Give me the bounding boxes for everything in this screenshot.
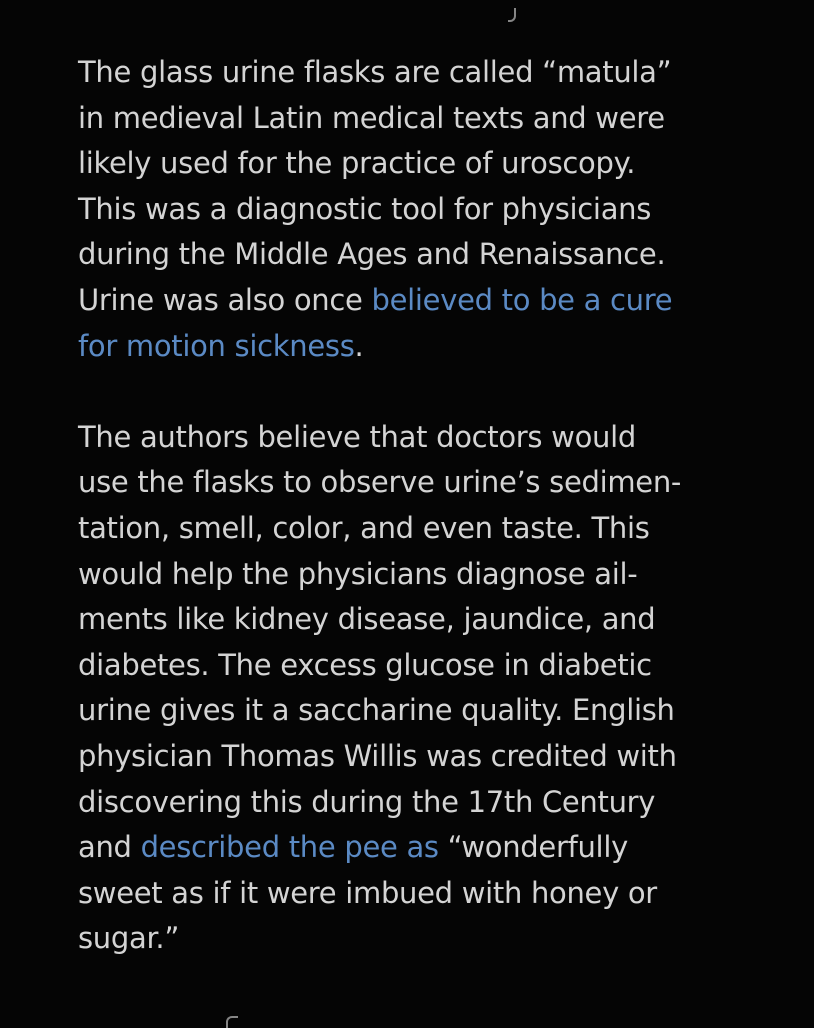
text-line: in medieval Latin medical texts and were [78,100,665,135]
text-line [78,324,738,370]
text-segment: “wonderfully [438,830,628,865]
text-line: tation, smell, color, and even taste. This [78,510,650,545]
text-line: likely used for the practice of uroscopy. [78,146,636,181]
text-segment: and [78,830,141,865]
clipped-text-fragment-bottom [226,1016,238,1028]
text-line: The authors believe that doctors would [78,419,636,454]
text-segment: Urine was also once [78,282,372,317]
link-motion-sickness-cure-continued[interactable]: for motion sickness [78,328,355,363]
paragraph-uroscopy [78,50,738,369]
text-line: during the Middle Ages and Renaissance. [78,237,666,272]
text-line: urine gives it a saccharine quality. English [78,693,675,728]
link-described-the-pee[interactable]: described the pee as [140,830,439,865]
link-motion-sickness-cure[interactable]: believed to be a cure [371,282,673,317]
text-line [78,278,738,324]
text-segment: . [354,328,364,363]
text-line: would help the physicians diagnose ail- [78,556,638,591]
text-line: diabetes. The excess glucose in diabetic [78,647,652,682]
text-line: sugar.” [78,921,180,956]
text-line: This was a diagnostic tool for physicians [78,191,652,226]
text-line: The glass urine flasks are called “matula” [78,55,672,89]
text-line: ments like kidney disease, jaundice, and [78,602,656,637]
text-line: sweet as if it were imbued with honey or [78,875,657,910]
text-line [78,825,738,871]
clipped-text-fragment-top [508,8,516,22]
paragraph-diagnosis [78,415,738,962]
article-body [78,50,738,1007]
text-line: use the flasks to observe urine’s sedimen- [78,465,682,500]
text-line: discovering this during the 17th Century [78,784,656,819]
text-line: physician Thomas Willis was credited with [78,738,677,773]
